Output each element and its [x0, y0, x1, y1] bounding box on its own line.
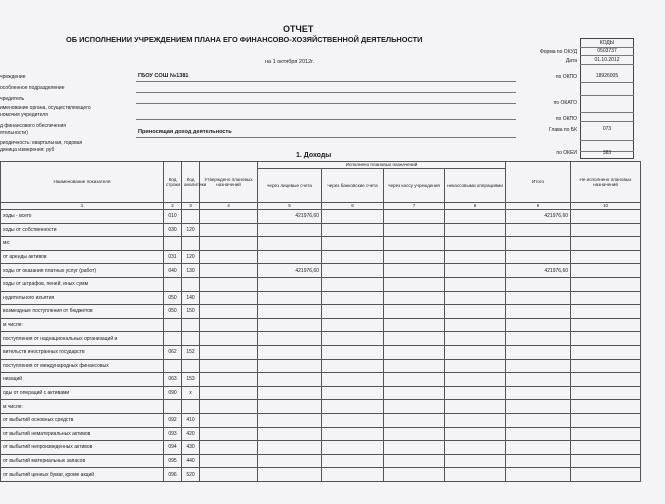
row-analytics-code: 152 [182, 345, 200, 359]
row-non-cash [445, 223, 506, 237]
row-not-executed [571, 305, 641, 319]
row-non-cash [445, 277, 506, 291]
row-approved [200, 373, 258, 387]
row-analytics-code: 120 [182, 223, 200, 237]
row-via-cash [384, 359, 445, 373]
column-number-row [1, 203, 641, 210]
row-name: от выбытий нематериальных активов [1, 427, 164, 441]
row-line-code [164, 237, 182, 251]
row-via-personal [258, 345, 322, 359]
authority-label-1: именование органа, осуществляющего [0, 105, 91, 111]
row-via-personal [258, 386, 322, 400]
row-approved [200, 359, 258, 373]
table-row [1, 427, 641, 441]
row-approved [200, 345, 258, 359]
row-name: возмездные поступления от бюджетов [1, 305, 164, 319]
row-approved [200, 210, 258, 224]
row-non-cash [445, 332, 506, 346]
row-analytics-code [182, 318, 200, 332]
row-not-executed [571, 468, 641, 482]
row-total [506, 345, 571, 359]
row-via-bank [322, 264, 384, 278]
row-via-cash [384, 427, 445, 441]
table-row [1, 291, 641, 305]
row-via-bank [322, 400, 384, 414]
row-non-cash [445, 413, 506, 427]
row-non-cash [445, 291, 506, 305]
row-line-code: 040 [164, 264, 182, 278]
row-not-executed [571, 454, 641, 468]
row-not-executed [571, 264, 641, 278]
row-analytics-code [182, 210, 200, 224]
row-non-cash [445, 210, 506, 224]
institution-value: ГБОУ СОШ №1381 [138, 73, 189, 79]
table-row [1, 359, 641, 373]
row-via-personal [258, 291, 322, 305]
row-total [506, 468, 571, 482]
header-not-executed: Не исполнено плановых назначений [571, 162, 641, 203]
table-row [1, 237, 641, 251]
row-via-bank [322, 427, 384, 441]
bk-label: Глава по БК [549, 127, 577, 133]
row-analytics-code: 520 [182, 468, 200, 482]
row-analytics-code: 153 [182, 373, 200, 387]
founder-label: чредитель [0, 96, 25, 102]
row-approved [200, 291, 258, 305]
row-total [506, 359, 571, 373]
row-name: от выбытий основных средств [1, 413, 164, 427]
row-analytics-code: 120 [182, 250, 200, 264]
row-total [506, 400, 571, 414]
row-non-cash [445, 427, 506, 441]
row-via-cash [384, 250, 445, 264]
row-approved [200, 277, 258, 291]
row-via-cash [384, 264, 445, 278]
row-analytics-code: х [182, 386, 200, 400]
row-line-code: 090 [164, 386, 182, 400]
row-non-cash [445, 345, 506, 359]
row-approved [200, 468, 258, 482]
row-not-executed [571, 210, 641, 224]
report-subtitle: ОБ ИСПОЛНЕНИИ УЧРЕЖДЕНИЕМ ПЛАНА ЕГО ФИНАНСОВО-ХОЗЯЙСТВЕННОЙ ДЕЯТЕЛЬНОСТИ [66, 35, 423, 44]
row-name: ходы от штрафов, пеней, иных сумм [1, 277, 164, 291]
division-label: особленное подразделение [0, 85, 65, 91]
row-line-code: 030 [164, 223, 182, 237]
section-title: 1. Доходы [296, 152, 332, 159]
activity-value: Приносящая доход деятельность [138, 129, 232, 135]
row-total [506, 305, 571, 319]
row-name: от выбытий ценных бумаг, кроме акций [1, 468, 164, 482]
row-non-cash [445, 386, 506, 400]
row-name: от выбытий непроизведенных активов [1, 441, 164, 455]
row-line-code [164, 359, 182, 373]
row-line-code: 050 [164, 291, 182, 305]
row-line-code: 096 [164, 468, 182, 482]
row-non-cash [445, 468, 506, 482]
row-not-executed [571, 427, 641, 441]
table-row [1, 413, 641, 427]
row-via-bank [322, 441, 384, 455]
row-via-bank [322, 386, 384, 400]
row-total [506, 318, 571, 332]
row-via-bank [322, 345, 384, 359]
table-row [1, 332, 641, 346]
row-via-personal [258, 237, 322, 251]
row-via-personal [258, 332, 322, 346]
row-via-cash [384, 468, 445, 482]
okato-label: по ОКАТО [553, 100, 577, 106]
codes-header: КОДЫ [599, 40, 615, 46]
row-not-executed [571, 359, 641, 373]
row-via-bank [322, 373, 384, 387]
header-executed-group: Исполнено плановых назначений [258, 162, 506, 169]
row-not-executed [571, 345, 641, 359]
table-row [1, 441, 641, 455]
column-number: 10 [571, 203, 641, 210]
row-line-code: 095 [164, 454, 182, 468]
row-not-executed [571, 400, 641, 414]
row-total [506, 386, 571, 400]
row-analytics-code: 140 [182, 291, 200, 305]
header-via-bank: через банковские счета [322, 169, 384, 203]
column-number: 2 [164, 203, 182, 210]
row-via-personal [258, 305, 322, 319]
table-row [1, 250, 641, 264]
income-table [0, 161, 641, 482]
okud-value: 0503737 [597, 48, 617, 54]
column-number: 5 [258, 203, 322, 210]
table-row [1, 400, 641, 414]
row-via-cash [384, 345, 445, 359]
row-via-bank [322, 454, 384, 468]
row-line-code: 031 [164, 250, 182, 264]
row-via-bank [322, 223, 384, 237]
row-via-cash [384, 318, 445, 332]
row-via-personal [258, 427, 322, 441]
row-via-cash [384, 332, 445, 346]
activity-label-2: ятельности) [0, 130, 28, 136]
column-number: 4 [200, 203, 258, 210]
row-total [506, 332, 571, 346]
row-not-executed [571, 250, 641, 264]
row-approved [200, 305, 258, 319]
row-via-personal [258, 250, 322, 264]
row-analytics-code: 150 [182, 305, 200, 319]
authority-label-2: номочия учредителя [0, 112, 48, 118]
row-via-cash [384, 413, 445, 427]
row-approved [200, 413, 258, 427]
table-row [1, 373, 641, 387]
row-via-cash [384, 277, 445, 291]
row-total [506, 454, 571, 468]
row-non-cash [445, 400, 506, 414]
okpo-label: по ОКПО [555, 74, 577, 80]
row-line-code: 094 [164, 441, 182, 455]
row-approved [200, 237, 258, 251]
row-approved [200, 332, 258, 346]
table-row [1, 277, 641, 291]
row-not-executed [571, 291, 641, 305]
row-total [506, 250, 571, 264]
row-name: поступления от наднациональных организаций и [1, 332, 164, 346]
row-via-cash [384, 210, 445, 224]
header-via-personal: через лицевые счета [258, 169, 322, 203]
row-not-executed [571, 413, 641, 427]
okud-label: Форма по ОКУД [539, 49, 577, 55]
row-line-code: 092 [164, 413, 182, 427]
row-via-cash [384, 237, 445, 251]
row-name: поступления от международных финансовых [1, 359, 164, 373]
row-via-bank [322, 318, 384, 332]
column-number: 9 [506, 203, 571, 210]
row-via-personal: 421976,60 [258, 264, 322, 278]
row-non-cash [445, 264, 506, 278]
row-non-cash [445, 305, 506, 319]
row-via-bank [322, 359, 384, 373]
row-non-cash [445, 359, 506, 373]
row-approved [200, 318, 258, 332]
row-via-personal [258, 413, 322, 427]
report-title: ОТЧЕТ [283, 24, 314, 34]
row-via-cash [384, 373, 445, 387]
row-analytics-code: 410 [182, 413, 200, 427]
header-line-code: Код строки [164, 162, 182, 203]
okei-value: 383 [602, 150, 612, 156]
table-row [1, 386, 641, 400]
row-approved [200, 400, 258, 414]
row-name: м числе: [1, 400, 164, 414]
row-total [506, 277, 571, 291]
row-line-code: 062 [164, 345, 182, 359]
row-via-personal: 421976,60 [258, 210, 322, 224]
row-non-cash [445, 318, 506, 332]
header-name: Наименование показателя [1, 162, 164, 203]
row-name: от выбытий материальных запасов [1, 454, 164, 468]
row-line-code: 010 [164, 210, 182, 224]
column-number: 3 [182, 203, 200, 210]
okei-label: по ОКЕИ [556, 150, 577, 156]
row-total [506, 373, 571, 387]
activity-label-1: д финансового обеспечения [0, 123, 66, 129]
row-name: оды от операций с активами [1, 386, 164, 400]
row-line-code: 050 [164, 305, 182, 319]
row-not-executed [571, 441, 641, 455]
row-not-executed [571, 318, 641, 332]
column-number: 8 [445, 203, 506, 210]
period-label: риодичность: квартальная, годовая [0, 140, 83, 146]
row-analytics-code: 440 [182, 454, 200, 468]
table-row [1, 454, 641, 468]
header-via-cash: через кассу учреждения [384, 169, 445, 203]
row-via-personal [258, 277, 322, 291]
row-non-cash [445, 237, 506, 251]
row-via-bank [322, 237, 384, 251]
row-via-personal [258, 223, 322, 237]
row-analytics-code [182, 332, 200, 346]
row-analytics-code: 420 [182, 427, 200, 441]
row-total [506, 223, 571, 237]
row-via-personal [258, 400, 322, 414]
row-analytics-code [182, 359, 200, 373]
row-name: ходы от оказания платных услуг (работ) [1, 264, 164, 278]
row-analytics-code: 130 [182, 264, 200, 278]
row-name: вительств иностранных государств [1, 345, 164, 359]
row-non-cash [445, 250, 506, 264]
row-total [506, 427, 571, 441]
row-via-personal [258, 441, 322, 455]
row-via-cash [384, 441, 445, 455]
row-total [506, 291, 571, 305]
row-analytics-code [182, 400, 200, 414]
header-total: Итого [506, 162, 571, 203]
row-approved [200, 441, 258, 455]
row-name: ходы - всего [1, 210, 164, 224]
row-approved [200, 454, 258, 468]
okpo-value: 18926005 [595, 73, 619, 79]
row-non-cash [445, 454, 506, 468]
row-via-cash [384, 223, 445, 237]
table-row [1, 223, 641, 237]
row-via-cash [384, 386, 445, 400]
row-name: ходы от собственности [1, 223, 164, 237]
row-approved [200, 223, 258, 237]
column-number: 6 [322, 203, 384, 210]
row-total [506, 441, 571, 455]
row-via-cash [384, 291, 445, 305]
row-analytics-code: 430 [182, 441, 200, 455]
row-via-personal [258, 359, 322, 373]
row-non-cash [445, 373, 506, 387]
row-non-cash [445, 441, 506, 455]
row-via-personal [258, 468, 322, 482]
row-line-code: 063 [164, 373, 182, 387]
row-via-personal [258, 454, 322, 468]
table-row [1, 468, 641, 482]
bk-value: 073 [602, 126, 612, 132]
row-via-bank [322, 305, 384, 319]
row-not-executed [571, 373, 641, 387]
report-date-line: на 1 октября 2012г. [265, 59, 314, 65]
header-non-cash: некассовыми операциями [445, 169, 506, 203]
row-not-executed [571, 386, 641, 400]
table-row [1, 305, 641, 319]
institution-label: чреждение [0, 74, 26, 80]
row-not-executed [571, 277, 641, 291]
row-name: нудительного изъятия [1, 291, 164, 305]
row-via-cash [384, 305, 445, 319]
row-via-bank [322, 291, 384, 305]
row-total [506, 237, 571, 251]
column-number: 1 [1, 203, 164, 210]
row-approved [200, 250, 258, 264]
row-total: 421976,60 [506, 210, 571, 224]
table-row [1, 318, 641, 332]
row-total [506, 413, 571, 427]
table-row [1, 264, 641, 278]
row-name: м числе: [1, 318, 164, 332]
row-line-code [164, 318, 182, 332]
row-line-code [164, 400, 182, 414]
row-not-executed [571, 237, 641, 251]
row-via-personal [258, 318, 322, 332]
row-not-executed [571, 332, 641, 346]
units-label: диница измерения: руб [0, 147, 55, 153]
row-not-executed [571, 223, 641, 237]
row-via-cash [384, 400, 445, 414]
row-via-bank [322, 277, 384, 291]
row-via-cash [384, 454, 445, 468]
okpo2-label: по ОКПО [555, 116, 577, 122]
date-label: Дата [565, 58, 577, 64]
row-name: от аренды активов [1, 250, 164, 264]
header-analytics-code: Код аналитики [182, 162, 200, 203]
row-approved [200, 264, 258, 278]
row-approved [200, 386, 258, 400]
row-approved [200, 427, 258, 441]
row-via-personal [258, 373, 322, 387]
row-line-code: 093 [164, 427, 182, 441]
date-value: 01.10.2012 [594, 57, 620, 63]
row-analytics-code [182, 237, 200, 251]
header-approved: Утверждено плановых назначений [200, 162, 258, 203]
row-total: 421976,60 [506, 264, 571, 278]
row-via-bank [322, 210, 384, 224]
row-via-bank [322, 468, 384, 482]
row-line-code [164, 332, 182, 346]
row-line-code [164, 277, 182, 291]
row-via-bank [322, 250, 384, 264]
table-row [1, 210, 641, 224]
row-via-bank [322, 332, 384, 346]
column-number: 7 [384, 203, 445, 210]
row-name: низаций [1, 373, 164, 387]
row-analytics-code [182, 277, 200, 291]
row-via-bank [322, 413, 384, 427]
row-name: мх: [1, 237, 164, 251]
table-row [1, 345, 641, 359]
